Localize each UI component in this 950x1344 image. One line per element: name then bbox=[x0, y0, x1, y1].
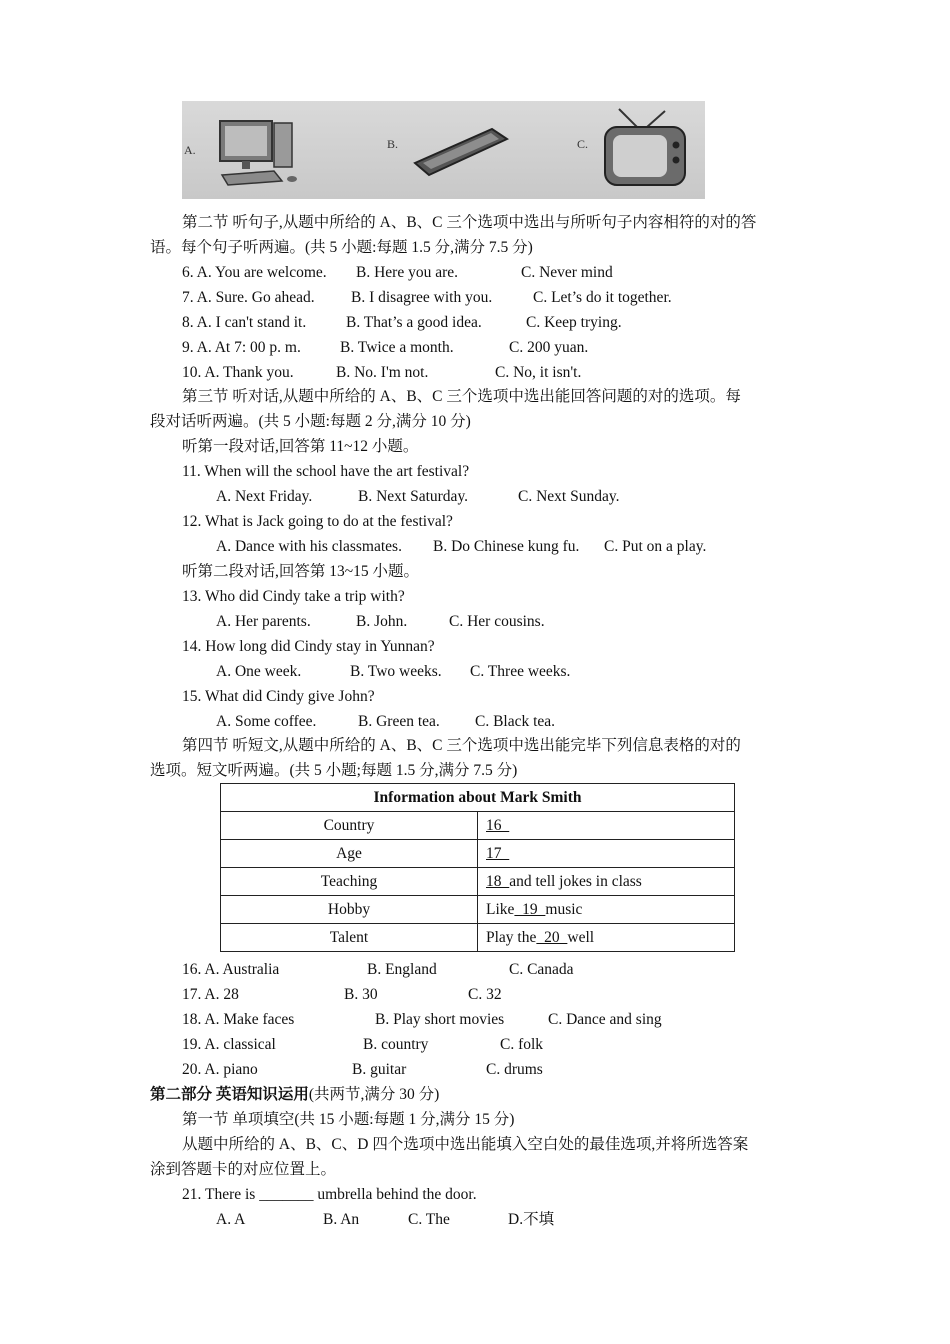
table-key: Age bbox=[221, 840, 478, 868]
q14-option-b: B. Two weeks. bbox=[350, 663, 442, 680]
section-2-title: 第二节 听句子,从题中所给的 A、B、C 三个选项中选出与所听句子内容相符的对的答 bbox=[182, 214, 757, 231]
computer-icon bbox=[212, 115, 302, 189]
question-21: 21. There is _______ umbrella behind the door. bbox=[182, 1186, 477, 1203]
q10-option-c: C. No, it isn't. bbox=[495, 364, 582, 381]
question-13: 13. Who did Cindy take a trip with? bbox=[182, 588, 405, 605]
table-row bbox=[221, 896, 735, 924]
part-2-title-rest: (共两节,满分 30 分) bbox=[308, 1086, 440, 1103]
q7-option-b: B. I disagree with you. bbox=[351, 289, 493, 306]
info-table-header-row bbox=[221, 784, 735, 812]
table-value bbox=[478, 868, 735, 896]
question-15: 15. What did Cindy give John? bbox=[182, 688, 375, 705]
dialogue-1-instruction: 听第一段对话,回答第 11~12 小题。 bbox=[182, 438, 419, 455]
q15-option-b: B. Green tea. bbox=[358, 713, 440, 730]
picture-label-c: C. bbox=[577, 137, 589, 151]
q18-option-c: C. Dance and sing bbox=[548, 1011, 662, 1028]
television-icon bbox=[597, 105, 697, 195]
q21-option-a: A. A bbox=[216, 1211, 246, 1228]
dialogue-2-instruction: 听第二段对话,回答第 13~15 小题。 bbox=[182, 563, 420, 580]
blank-18: 18 bbox=[486, 872, 510, 890]
q11-option-b: B. Next Saturday. bbox=[358, 488, 469, 505]
q18-option-b: B. Play short movies bbox=[375, 1011, 505, 1028]
value-prefix: Play the bbox=[486, 928, 537, 946]
q8-option-b: B. That’s a good idea. bbox=[346, 314, 482, 331]
q18-option-a: 18. A. Make faces bbox=[182, 1011, 295, 1028]
q9-option-b: B. Twice a month. bbox=[340, 339, 454, 356]
q7-option-a: 7. A. Sure. Go ahead. bbox=[182, 289, 315, 306]
q6-option-b: B. Here you are. bbox=[356, 264, 458, 281]
q13-option-c: C. Her cousins. bbox=[449, 613, 545, 630]
section-2-title-cont: 语。每个句子听两遍。(共 5 小题:每题 1.5 分,满分 7.5 分) bbox=[150, 239, 533, 256]
q17-option-a: 17. A. 28 bbox=[182, 986, 239, 1003]
table-row bbox=[221, 812, 735, 840]
q19-option-a: 19. A. classical bbox=[182, 1036, 276, 1053]
q21-option-d: D.不填 bbox=[508, 1211, 555, 1228]
table-value bbox=[478, 812, 735, 840]
q6-option-c: C. Never mind bbox=[521, 264, 613, 281]
table-row bbox=[221, 840, 735, 868]
table-value bbox=[478, 896, 735, 924]
q10-option-a: 10. A. Thank you. bbox=[182, 364, 294, 381]
q16-option-c: C. Canada bbox=[509, 961, 574, 978]
q15-option-c: C. Black tea. bbox=[475, 713, 556, 730]
section-4-title-cont: 选项。短文听两遍。(共 5 小题;每题 1.5 分,满分 7.5 分) bbox=[150, 762, 518, 779]
q11-option-c: C. Next Sunday. bbox=[518, 488, 620, 505]
q19-option-b: B. country bbox=[363, 1036, 429, 1053]
picture-label-b: B. bbox=[387, 137, 399, 151]
table-key: Country bbox=[221, 812, 478, 840]
q20-option-b: B. guitar bbox=[352, 1061, 407, 1078]
q10-option-b: B. No. I'm not. bbox=[336, 364, 429, 381]
table-key: Hobby bbox=[221, 896, 478, 924]
q21-option-c: C. The bbox=[408, 1211, 450, 1228]
q17-option-b: B. 30 bbox=[344, 986, 378, 1003]
table-value bbox=[478, 840, 735, 868]
q19-option-c: C. folk bbox=[500, 1036, 544, 1053]
q8-option-a: 8. A. I can't stand it. bbox=[182, 314, 307, 331]
q16-option-b: B. England bbox=[367, 961, 437, 978]
value-suffix: music bbox=[545, 900, 583, 918]
blank-16: 16 bbox=[486, 816, 510, 834]
question-14: 14. How long did Cindy stay in Yunnan? bbox=[182, 638, 435, 655]
question-picture bbox=[182, 101, 705, 199]
part-2-section-1-title: 第一节 单项填空(共 15 小题:每题 1 分,满分 15 分) bbox=[182, 1111, 515, 1128]
q12-option-b: B. Do Chinese kung fu. bbox=[433, 538, 580, 555]
q9-option-c: C. 200 yuan. bbox=[509, 339, 589, 356]
value-suffix: well bbox=[567, 928, 595, 946]
table-row bbox=[221, 868, 735, 896]
blank-19: 19 bbox=[514, 900, 546, 918]
q11-option-a: A. Next Friday. bbox=[216, 488, 313, 505]
question-11: 11. When will the school have the art festival? bbox=[182, 463, 470, 480]
picture-label-a: A. bbox=[184, 143, 196, 157]
q12-option-a: A. Dance with his classmates. bbox=[216, 538, 402, 555]
table-key: Teaching bbox=[221, 868, 478, 896]
table-value bbox=[478, 924, 735, 952]
value-suffix: and tell jokes in class bbox=[509, 872, 642, 890]
mobile-phone-icon bbox=[407, 123, 512, 179]
q17-option-c: C. 32 bbox=[468, 986, 502, 1003]
q15-option-a: A. Some coffee. bbox=[216, 713, 317, 730]
q20-option-c: C. drums bbox=[486, 1061, 543, 1078]
blank-17: 17 bbox=[486, 844, 510, 862]
q14-option-c: C. Three weeks. bbox=[470, 663, 571, 680]
section-3-title-cont: 段对话听两遍。(共 5 小题:每题 2 分,满分 10 分) bbox=[150, 413, 471, 430]
q14-option-a: A. One week. bbox=[216, 663, 302, 680]
section-3-title: 第三节 听对话,从题中所给的 A、B、C 三个选项中选出能回答问题的对的选项。每 bbox=[182, 388, 741, 405]
part-2-instruction-cont: 涂到答题卡的对应位置上。 bbox=[150, 1161, 337, 1178]
q13-option-b: B. John. bbox=[356, 613, 408, 630]
question-12: 12. What is Jack going to do at the festival? bbox=[182, 513, 453, 530]
q13-option-a: A. Her parents. bbox=[216, 613, 311, 630]
q7-option-c: C. Let’s do it together. bbox=[533, 289, 672, 306]
q12-option-c: C. Put on a play. bbox=[604, 538, 707, 555]
q21-option-b: B. An bbox=[323, 1211, 360, 1228]
q9-option-a: 9. A. At 7: 00 p. m. bbox=[182, 339, 301, 356]
part-2-title bbox=[150, 1085, 439, 1105]
q8-option-c: C. Keep trying. bbox=[526, 314, 622, 331]
value-prefix: Like bbox=[486, 900, 515, 918]
q16-option-a: 16. A. Australia bbox=[182, 961, 280, 978]
section-4-title: 第四节 听短文,从题中所给的 A、B、C 三个选项中选出能完毕下列信息表格的对的 bbox=[182, 737, 741, 754]
info-table-header: Information about Mark Smith bbox=[221, 784, 735, 812]
q6-option-a: 6. A. You are welcome. bbox=[182, 264, 327, 281]
table-key: Talent bbox=[221, 924, 478, 952]
info-table bbox=[220, 783, 735, 952]
part-2-title-bold: 第二部分 英语知识运用 bbox=[150, 1086, 309, 1103]
table-row bbox=[221, 924, 735, 952]
part-2-instruction: 从题中所给的 A、B、C、D 四个选项中选出能填入空白处的最佳选项,并将所选答案 bbox=[182, 1136, 749, 1153]
blank-20: 20 bbox=[536, 928, 568, 946]
q20-option-a: 20. A. piano bbox=[182, 1061, 258, 1078]
